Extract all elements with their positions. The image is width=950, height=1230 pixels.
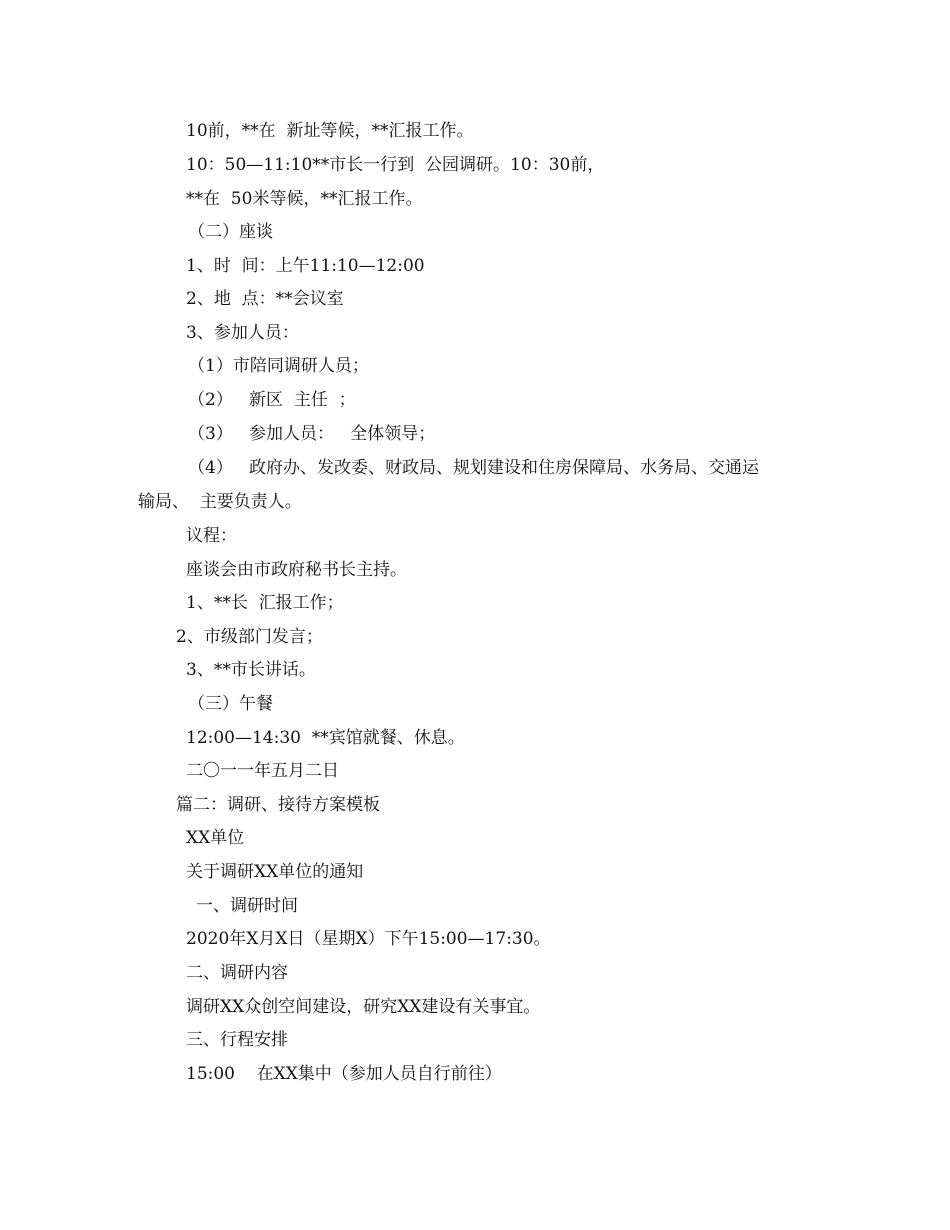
section-heading: （三）午餐 — [188, 694, 273, 714]
section-heading: 一、调研时间 — [196, 896, 298, 916]
text-line: （2） 新区 主任 ； — [188, 390, 356, 410]
text-line: 10前，**在 新址等候，**汇报工作。 — [186, 121, 474, 141]
text-line: **在 50米等候，**汇报工作。 — [186, 189, 423, 209]
text-line: 1、时 间：上午11:10—12:00 — [186, 256, 425, 276]
text-line: 座谈会由市政府秘书长主持。 — [186, 560, 407, 580]
text-line: 12:00—14:30 **宾馆就餐、休息。 — [186, 728, 465, 748]
section-heading: 三、行程安排 — [186, 1030, 288, 1050]
text-line: 3、**市长讲话。 — [186, 660, 316, 680]
text-line: XX单位 — [186, 828, 245, 848]
section-heading: 篇二：调研、接待方案模板 — [176, 795, 380, 815]
text-line: 输局、 主要负责人。 — [138, 492, 302, 512]
text-line: （3） 参加人员： 全体领导； — [188, 424, 436, 444]
text-line: 10：50—11:10**市长一行到 公园调研。10：30前， — [186, 155, 605, 175]
date-line: 二〇一一年五月二日 — [186, 761, 339, 781]
text-line: 1、**长 汇报工作； — [186, 593, 344, 613]
text-line: 2、地 点：**会议室 — [186, 289, 344, 309]
section-heading: （二）座谈 — [188, 222, 273, 242]
text-line: 议程： — [186, 526, 237, 546]
text-line: 15:00 在XX集中（参加人员自行前往） — [186, 1064, 502, 1084]
text-line: 2020年X月X日（星期X）下午15:00—17:30。 — [186, 929, 551, 949]
text-line: （4） 政府办、发改委、财政局、规划建设和住房保障局、水务局、交通运 — [188, 458, 760, 478]
text-line: 2、市级部门发言； — [176, 627, 323, 647]
text-line: （1）市陪同调研人员； — [188, 356, 369, 376]
text-line: 调研XX众创空间建设，研究XX建设有关事宜。 — [186, 997, 541, 1017]
text-line: 关于调研XX单位的通知 — [186, 862, 364, 882]
section-heading: 二、调研内容 — [186, 963, 288, 983]
text-line: 3、参加人员： — [186, 323, 299, 343]
